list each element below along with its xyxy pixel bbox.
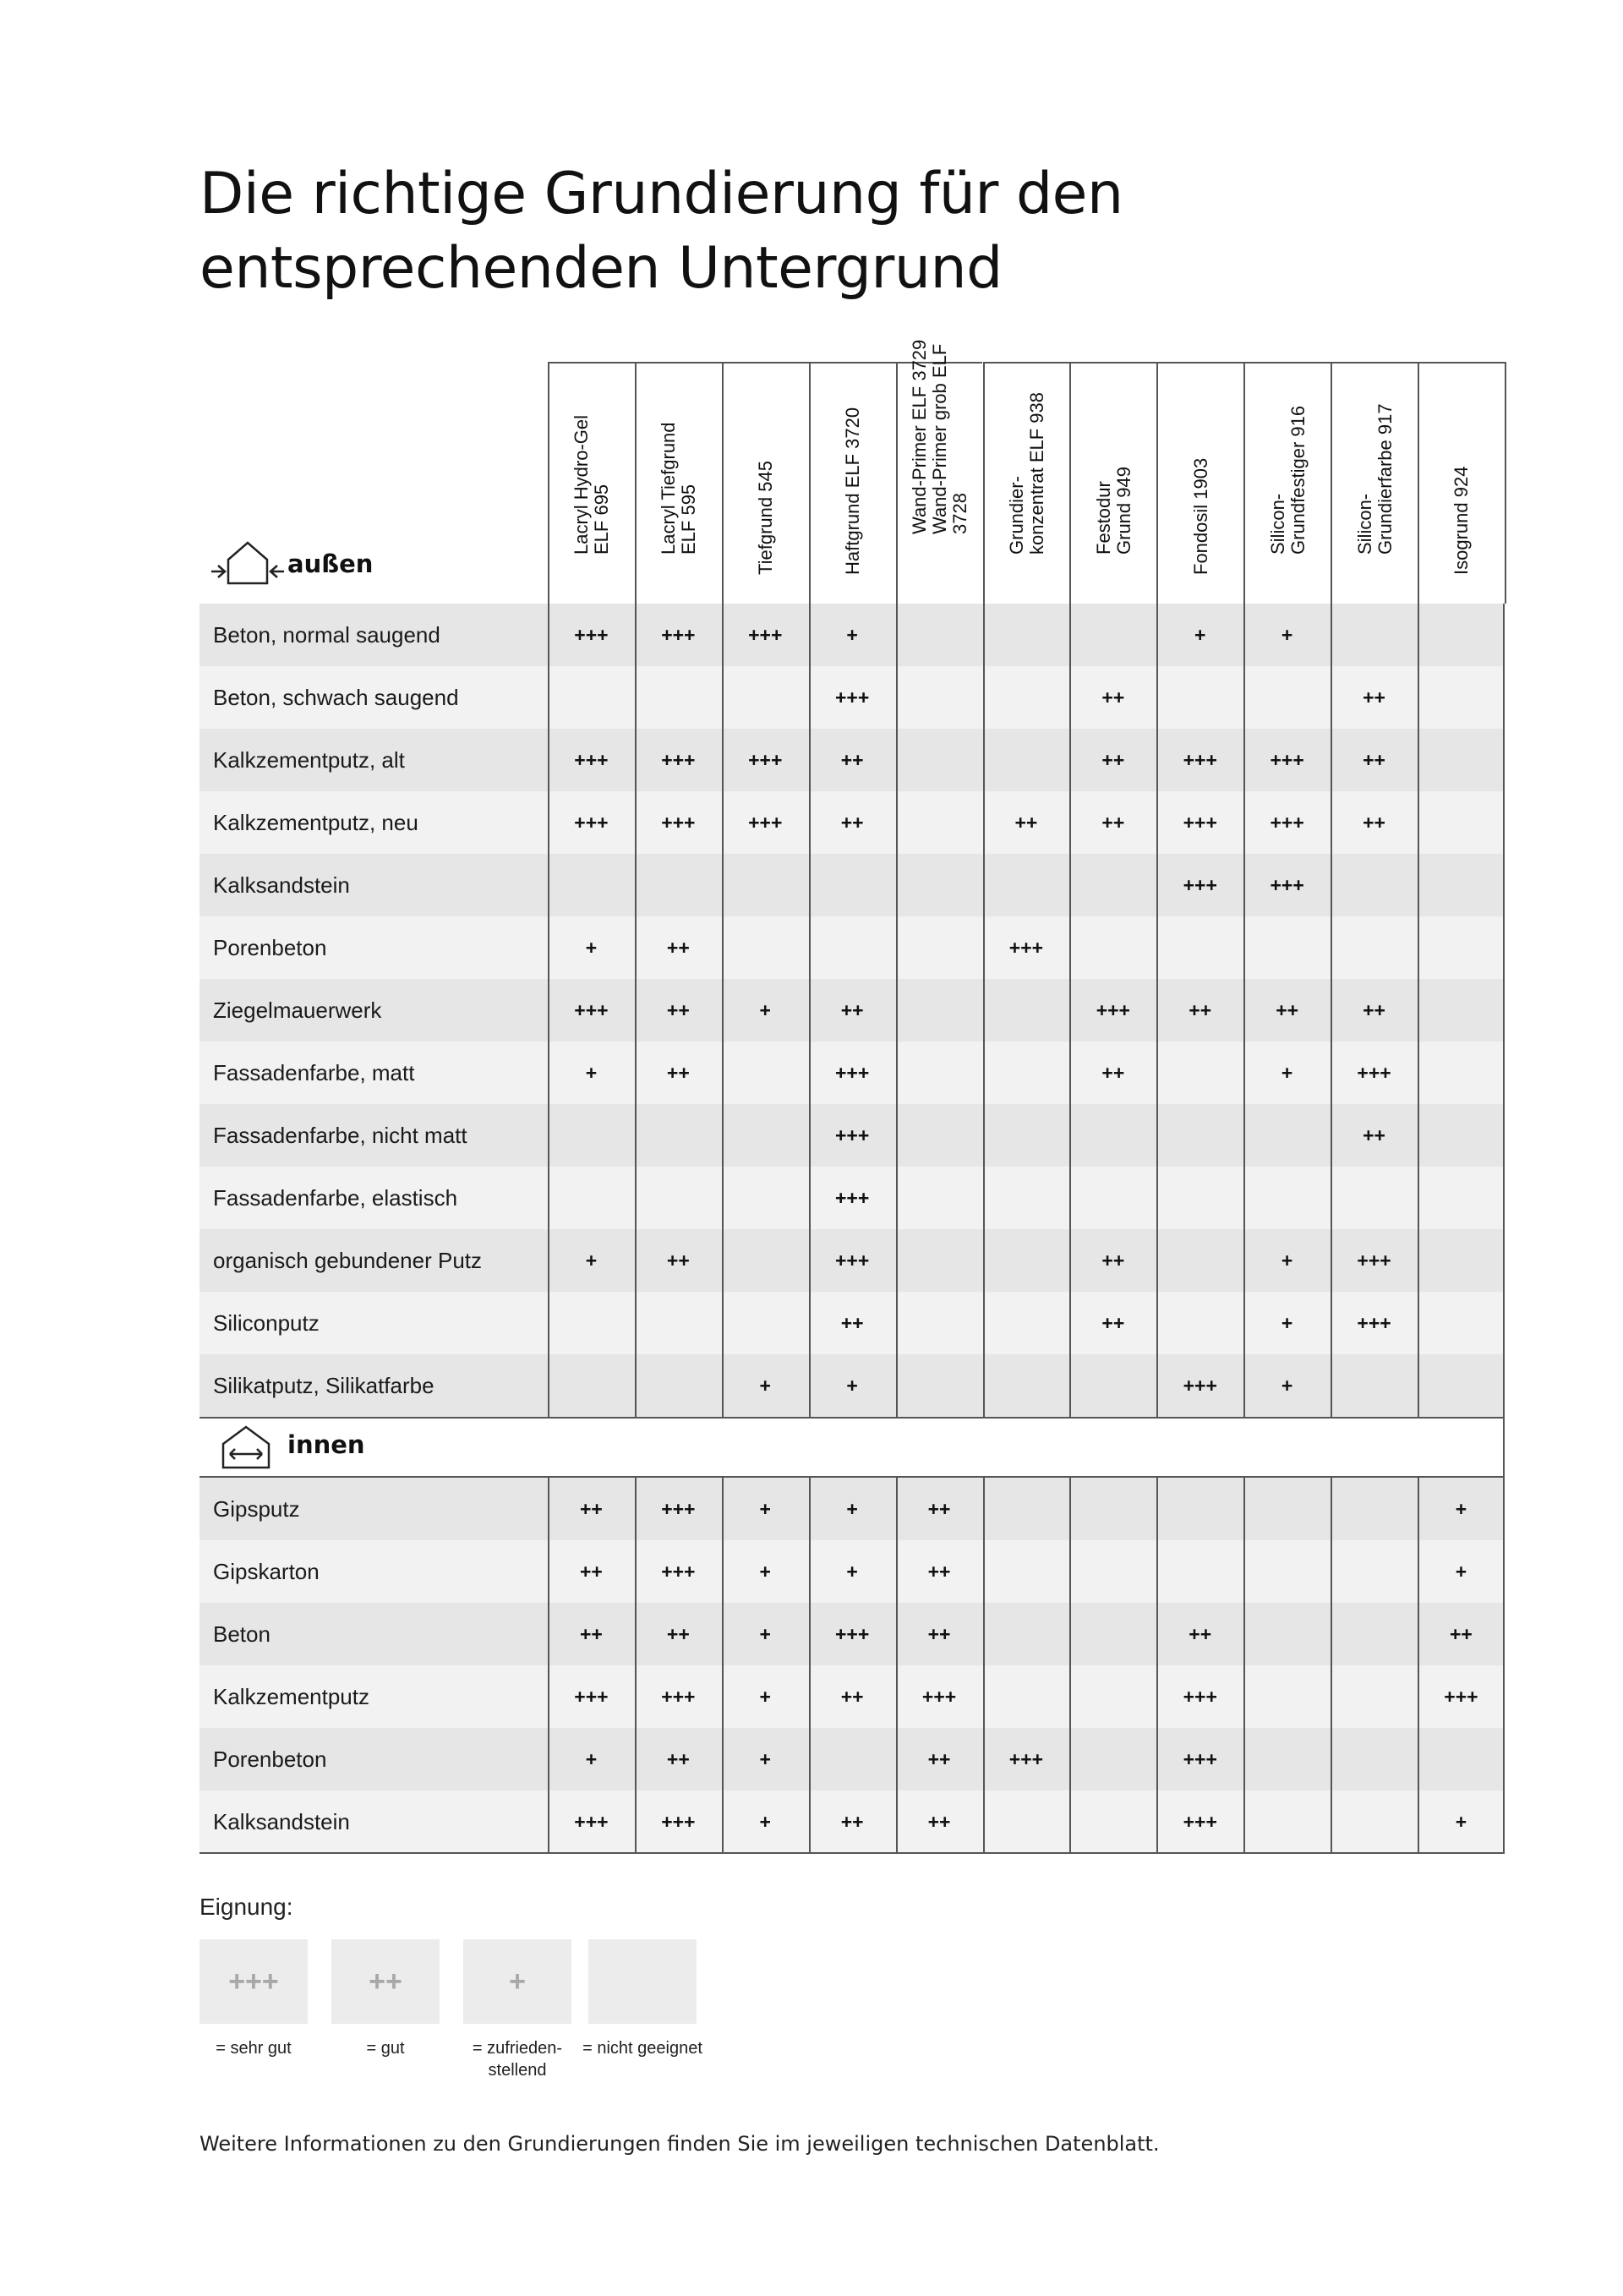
rating-cell: +++ <box>834 1124 870 1146</box>
grid-line <box>1418 1478 1419 1853</box>
rating-cell: +++ <box>834 1623 870 1645</box>
table-row <box>199 1104 1505 1167</box>
column-header-label: Isogrund 924 <box>1451 466 1473 575</box>
rating-cell: ++ <box>840 1312 864 1334</box>
row-label: Porenbeton <box>213 935 327 960</box>
rating-cell: ++ <box>1363 749 1385 771</box>
rating-cell: + <box>585 1249 598 1271</box>
rating-cell: + <box>846 1375 858 1397</box>
rating-cell: + <box>1281 1375 1293 1397</box>
column-header <box>1069 362 1156 604</box>
grid-line <box>809 604 811 1417</box>
legend-text: = zufrieden- stellend <box>472 2039 563 2080</box>
grid-line <box>635 604 637 1417</box>
rating-cell: +++ <box>661 749 696 771</box>
rating-cell: ++ <box>927 1748 951 1770</box>
table-row <box>199 1478 1505 1540</box>
grid-line <box>1243 604 1245 1417</box>
grid-line <box>1331 604 1332 1417</box>
legend-swatch: +++ <box>199 1939 308 2024</box>
grid-line <box>548 604 549 1417</box>
rating-cell: +++ <box>574 812 609 834</box>
rating-cell: +++ <box>1183 1375 1217 1397</box>
row-label: Kalksandstein <box>213 872 350 898</box>
grid-line <box>1331 1478 1332 1853</box>
rating-cell: ++ <box>927 1811 951 1833</box>
rating-cell: +++ <box>661 624 696 646</box>
grid-line <box>1069 1478 1071 1853</box>
rating-cell: ++ <box>1101 1062 1125 1084</box>
rating-cell: ++ <box>1363 686 1385 708</box>
legend-text: = nicht geeignet <box>582 2039 702 2058</box>
rating-cell: ++ <box>840 999 864 1021</box>
grid-line <box>1503 604 1505 1417</box>
rating-cell: ++ <box>1101 1312 1125 1334</box>
section-label-inside: innen <box>287 1430 365 1459</box>
grid-line <box>548 1478 549 1853</box>
rating-cell: ++ <box>1363 1124 1385 1146</box>
rating-cell: + <box>759 1811 771 1833</box>
row-label: Kalkzementputz, neu <box>213 810 418 835</box>
row-label: Kalkzementputz <box>213 1684 369 1709</box>
rating-cell: + <box>759 1561 771 1583</box>
rating-cell: +++ <box>834 1062 870 1084</box>
legend-title: Eignung: <box>199 1894 293 1920</box>
rating-cell: +++ <box>1183 874 1217 896</box>
grid-line <box>1156 604 1158 1417</box>
rating-cell: + <box>585 1748 598 1770</box>
column-header <box>983 362 1070 604</box>
rating-cell: + <box>846 624 858 646</box>
rating-cell: +++ <box>834 1187 870 1209</box>
rating-cell: + <box>759 1375 771 1397</box>
row-label: Beton, normal saugend <box>213 622 440 648</box>
grid-line <box>722 604 724 1417</box>
legend-text: = sehr gut <box>216 2039 292 2058</box>
rating-cell: ++ <box>666 1062 690 1084</box>
rating-cell: ++ <box>840 1811 864 1833</box>
rating-cell: +++ <box>574 749 609 771</box>
rating-cell: + <box>1194 624 1206 646</box>
grid-line <box>1156 1478 1158 1853</box>
rating-cell: +++ <box>1357 1062 1391 1084</box>
rating-cell: +++ <box>748 624 783 646</box>
column-header-label: Silicon- Grundierfarbe 917 <box>1353 403 1396 555</box>
row-label: Gipskarton <box>213 1559 320 1584</box>
column-header-label: Silicon- Grundfestiger 916 <box>1266 405 1309 555</box>
page-title-line-1: Die richtige Grundierung für den <box>199 161 1123 227</box>
column-header-label: Grundier- konzentrat ELF 938 <box>1005 391 1047 555</box>
row-label: Kalkzementputz, alt <box>213 747 405 773</box>
column-header <box>722 362 809 604</box>
row-label: Beton, schwach saugend <box>213 685 459 710</box>
legend-swatch: + <box>463 1939 571 2024</box>
table-row <box>199 604 1505 666</box>
column-header-label: Tiefgrund 545 <box>755 461 777 575</box>
grid-line <box>722 1478 724 1853</box>
grid-line <box>635 1478 637 1853</box>
table-row <box>199 1665 1505 1728</box>
grid-line <box>1503 1478 1505 1853</box>
column-header-label: Fondosil 1903 <box>1189 457 1211 575</box>
legend-swatch: ++ <box>331 1939 440 2024</box>
rating-cell: ++ <box>1189 1623 1212 1645</box>
rating-cell: + <box>1455 1498 1467 1520</box>
rating-cell: ++ <box>1189 999 1212 1021</box>
rating-cell: ++ <box>580 1623 603 1645</box>
rating-cell: +++ <box>1444 1686 1478 1708</box>
rating-cell: ++ <box>1363 999 1385 1021</box>
row-label: Siliconputz <box>213 1310 320 1336</box>
column-header <box>548 362 635 604</box>
rating-cell: ++ <box>580 1561 603 1583</box>
table-row <box>199 1229 1505 1292</box>
rating-cell: +++ <box>661 1561 696 1583</box>
rating-cell: +++ <box>1183 1748 1217 1770</box>
table-row <box>199 854 1505 916</box>
rating-cell: +++ <box>661 1498 696 1520</box>
house-inside-icon <box>208 1422 284 1471</box>
rating-cell: +++ <box>1357 1312 1391 1334</box>
grid-line <box>809 1478 811 1853</box>
rating-cell: ++ <box>927 1623 951 1645</box>
rating-cell: ++ <box>1101 686 1125 708</box>
rating-cell: +++ <box>1096 999 1130 1021</box>
rating-cell: + <box>759 1748 771 1770</box>
rating-cell: +++ <box>1008 937 1044 959</box>
column-header <box>1331 362 1418 604</box>
row-label: Porenbeton <box>213 1747 327 1772</box>
column-header-label: Wand-Primer ELF 3729 Wand-Primer grob ELF 3728 <box>909 339 971 534</box>
row-label: Fassadenfarbe, nicht matt <box>213 1123 467 1148</box>
rating-cell: +++ <box>834 1249 870 1271</box>
rating-cell: +++ <box>748 812 783 834</box>
rating-cell: +++ <box>748 749 783 771</box>
rating-cell: +++ <box>574 1811 609 1833</box>
legend-text: = gut <box>366 2039 405 2058</box>
row-label: Kalksandstein <box>213 1809 350 1834</box>
rating-cell: + <box>846 1561 858 1583</box>
grid-line <box>1418 604 1419 1417</box>
table-row <box>199 666 1505 729</box>
table-row <box>199 1540 1505 1603</box>
rating-cell: +++ <box>574 624 609 646</box>
table-row <box>199 791 1505 854</box>
column-header <box>896 339 983 604</box>
rating-cell: ++ <box>580 1498 603 1520</box>
rating-cell: + <box>1455 1811 1467 1833</box>
rating-cell: ++ <box>927 1498 951 1520</box>
rating-cell: ++ <box>840 749 864 771</box>
grid-line <box>983 604 985 1417</box>
rating-cell: +++ <box>834 686 870 708</box>
table-row <box>199 1167 1505 1229</box>
column-header-label: Festodur Grund 949 <box>1092 467 1134 555</box>
rating-cell: ++ <box>927 1561 951 1583</box>
column-header-label: Lacryl Hydro-Gel ELF 695 <box>571 414 613 555</box>
table-bottom-line <box>199 1852 1505 1854</box>
rating-cell: + <box>759 1623 771 1645</box>
rating-cell: + <box>585 937 598 959</box>
row-label: Beton <box>213 1621 270 1647</box>
grid-line <box>1069 604 1071 1417</box>
rating-cell: + <box>846 1498 858 1520</box>
table-row <box>199 1354 1505 1417</box>
column-header-label: Lacryl Tiefgrund ELF 595 <box>658 422 700 555</box>
rating-cell: +++ <box>1183 812 1217 834</box>
table-row <box>199 1790 1505 1853</box>
rating-cell: + <box>1281 1062 1293 1084</box>
section-label-outside: außen <box>287 549 374 578</box>
rating-cell: +++ <box>661 812 696 834</box>
rating-cell: +++ <box>661 1686 696 1708</box>
table-row <box>199 979 1505 1041</box>
rating-cell: ++ <box>666 1249 690 1271</box>
rating-cell: ++ <box>666 1623 690 1645</box>
rating-cell: ++ <box>1450 1623 1473 1645</box>
row-label: Silikatputz, Silikatfarbe <box>213 1373 434 1398</box>
table-row <box>199 1041 1505 1104</box>
rating-cell: +++ <box>661 1811 696 1833</box>
rating-cell: +++ <box>1357 1249 1391 1271</box>
legend-swatch <box>588 1939 697 2024</box>
column-header <box>635 362 722 604</box>
grid-line <box>896 1478 898 1853</box>
rating-cell: + <box>1281 1312 1293 1334</box>
rating-cell: +++ <box>1008 1748 1044 1770</box>
rating-cell: ++ <box>666 1748 690 1770</box>
table-row <box>199 1728 1505 1790</box>
rating-cell: +++ <box>1183 1686 1217 1708</box>
column-header-label: Haftgrund ELF 3720 <box>842 407 864 575</box>
page-title <box>199 157 1467 306</box>
rating-cell: +++ <box>921 1686 957 1708</box>
rating-cell: +++ <box>574 1686 609 1708</box>
grid-line <box>896 604 898 1417</box>
row-label: Gipsputz <box>213 1496 300 1522</box>
rating-cell: + <box>759 999 771 1021</box>
row-label: Fassadenfarbe, matt <box>213 1060 415 1085</box>
rating-cell: ++ <box>1276 999 1299 1021</box>
table-row <box>199 729 1505 791</box>
rating-cell: +++ <box>1270 874 1304 896</box>
rating-cell: ++ <box>1363 812 1385 834</box>
table-row <box>199 916 1505 979</box>
rating-cell: +++ <box>1270 812 1304 834</box>
grid-line <box>1243 1478 1245 1853</box>
grid-line <box>983 1478 985 1853</box>
rating-cell: ++ <box>1101 812 1125 834</box>
rating-cell: ++ <box>1101 1249 1125 1271</box>
rating-cell: + <box>1455 1561 1467 1583</box>
page-title-line-2: entsprechenden Untergrund <box>199 235 1003 302</box>
table-row <box>199 1292 1505 1354</box>
rating-cell: +++ <box>1183 749 1217 771</box>
column-header <box>1243 362 1331 604</box>
rating-cell: + <box>759 1498 771 1520</box>
rating-cell: +++ <box>574 999 609 1021</box>
rating-cell: + <box>1281 624 1293 646</box>
column-header <box>809 362 896 604</box>
footer-note: Weitere Informationen zu den Grundierungen finden Sie im jeweiligen technischen Datenblatt. <box>199 2132 1160 2156</box>
rating-cell: ++ <box>840 812 864 834</box>
section-header-inside <box>199 1417 1505 1478</box>
rating-cell: ++ <box>1101 749 1125 771</box>
rating-cell: ++ <box>666 937 690 959</box>
column-header <box>1156 362 1243 604</box>
rating-cell: ++ <box>1014 812 1038 834</box>
rating-cell: +++ <box>1270 749 1304 771</box>
rating-cell: ++ <box>840 1686 864 1708</box>
rating-cell: ++ <box>666 999 690 1021</box>
row-label: organisch gebundener Putz <box>213 1248 483 1273</box>
rating-cell: + <box>1281 1249 1293 1271</box>
table-row <box>199 1603 1505 1665</box>
row-label: Ziegelmauerwerk <box>213 998 382 1023</box>
row-label: Fassadenfarbe, elastisch <box>213 1185 458 1211</box>
rating-cell: +++ <box>1183 1811 1217 1833</box>
column-header <box>1418 362 1506 604</box>
house-outside-icon <box>210 538 286 587</box>
rating-cell: + <box>585 1062 598 1084</box>
rating-cell: + <box>759 1686 771 1708</box>
